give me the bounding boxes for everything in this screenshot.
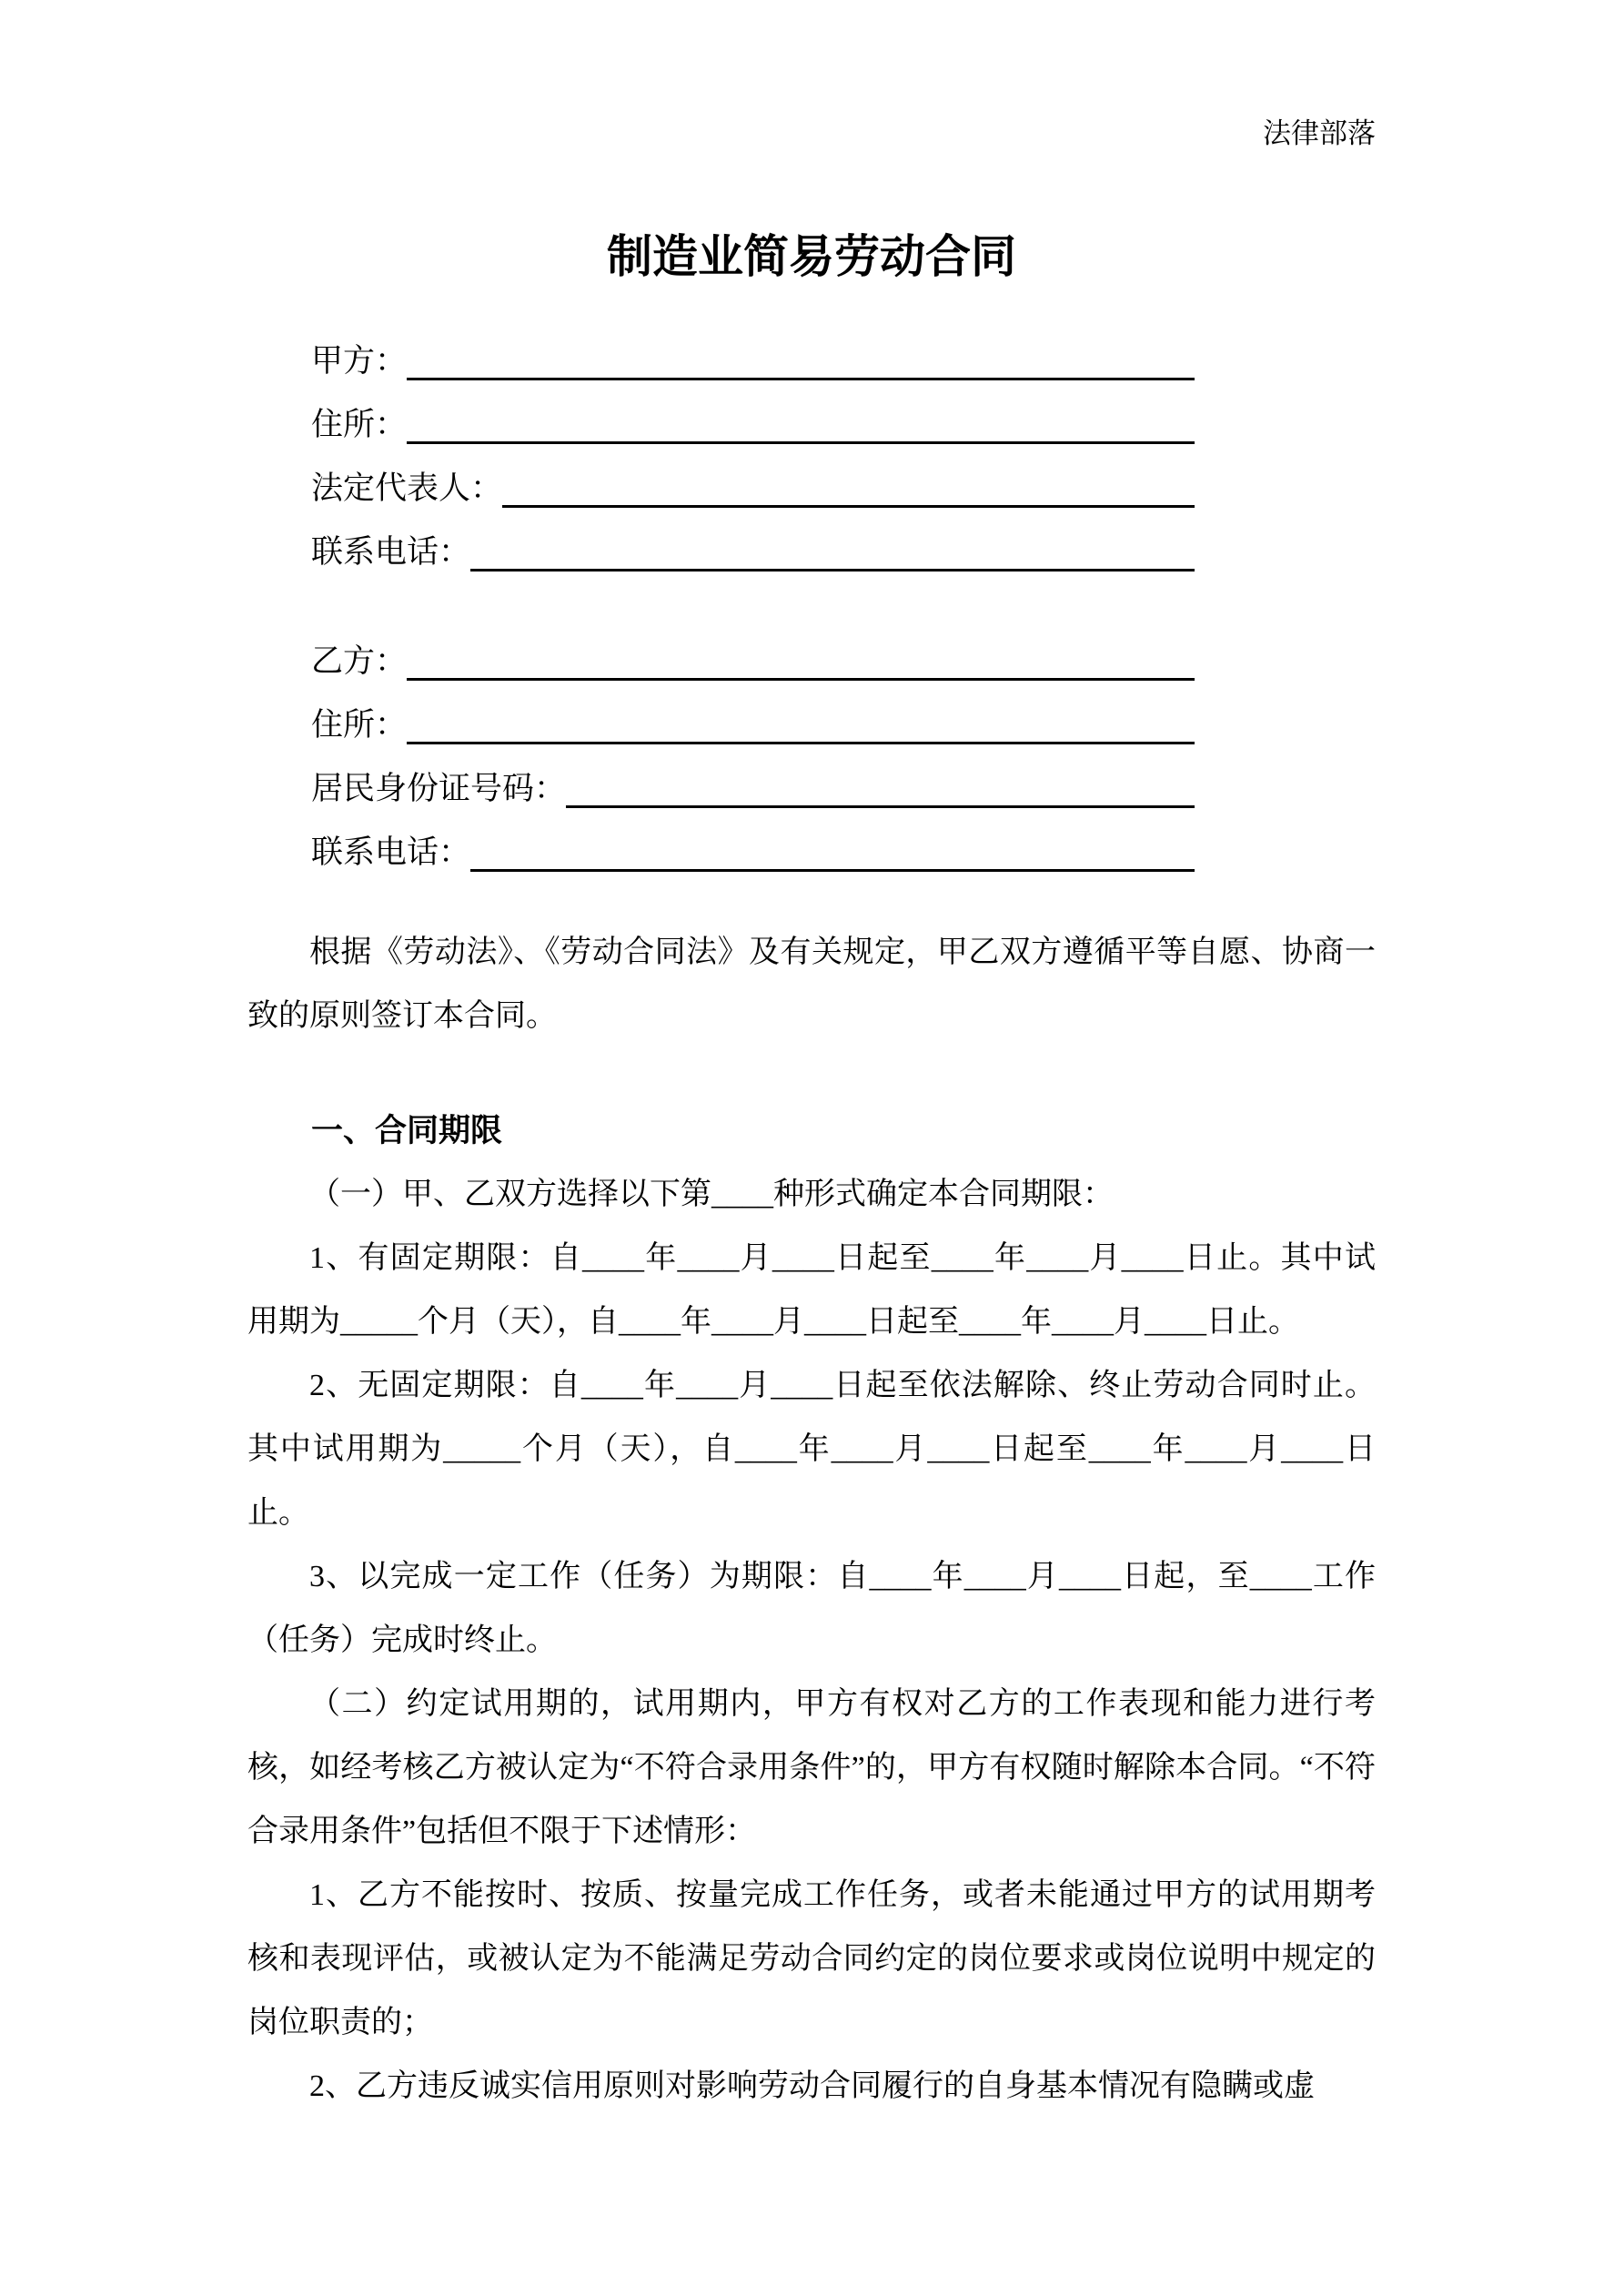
field-label: 联系电话： bbox=[311, 834, 471, 870]
fill-in-blank-line bbox=[566, 805, 1195, 821]
field-label: 居民身份证号码： bbox=[311, 771, 567, 806]
document-title: 制造业简易劳动合同 bbox=[607, 231, 1016, 282]
fill-in-blank-line bbox=[502, 505, 1195, 521]
field-label: 联系电话： bbox=[311, 534, 471, 570]
field-row-party-b-name bbox=[247, 630, 1195, 693]
brand-text: 法律部落 bbox=[1263, 117, 1376, 149]
contract-paragraph-task-term: 3、以完成一定工作（任务）为期限：自____年____月____日起，至____工作（任务）完成时终止。 bbox=[247, 1560, 1376, 1657]
contract-paragraph-condition-2: 2、乙方违反诚实信用原则对影响劳动合同履行的自身基本情况有隐瞒或虚 bbox=[309, 2069, 1315, 2103]
fill-in-blank-line bbox=[407, 678, 1195, 693]
field-row-party-a-name bbox=[247, 329, 1195, 393]
preamble-paragraph: 根据《劳动法》、《劳动合同法》及有关规定，甲乙双方遵循平等自愿、协商一致的原则签订本合同。 bbox=[247, 936, 1376, 1033]
field-label: 乙方： bbox=[311, 643, 408, 679]
contract-paragraph-open-term: 2、无固定期限：自____年____月____日起至依法解除、终止劳动合同时止。其中试用期为_____个月（天），自____年____月____日起至____年____月____日止。 bbox=[247, 1369, 1376, 1530]
fill-in-blank-line bbox=[407, 378, 1195, 393]
field-row-party-b-id-number bbox=[247, 757, 1195, 821]
fill-in-blank-line bbox=[470, 869, 1195, 885]
party-b-fields bbox=[247, 630, 1376, 885]
party-a-fields bbox=[247, 329, 1376, 584]
field-row-party-b-phone bbox=[247, 821, 1195, 885]
field-row-party-a-phone bbox=[247, 521, 1195, 584]
contract-paragraph-fixed-term: 1、有固定期限：自____年____月____日起至____年____月____日止。其中试用期为_____个月（天），自____年____月____日起至____年____月____日止。 bbox=[247, 1241, 1376, 1339]
contract-paragraph-term-choice: （一）甲、乙双方选择以下第____种形式确定本合同期限： bbox=[309, 1178, 1114, 1211]
fill-in-blank-line bbox=[407, 742, 1195, 757]
contract-paragraph-probation: （二）约定试用期的，试用期内，甲方有权对乙方的工作表现和能力进行考核，如经考核乙方被认定为“不符合录用条件”的，甲方有权随时解除本合同。“不符合录用条件”包括但不限于下述情形： bbox=[247, 1687, 1376, 1848]
field-row-party-a-address bbox=[247, 393, 1195, 457]
section-1-heading: 一、合同期限 bbox=[311, 1113, 503, 1148]
field-row-party-a-legal-representative bbox=[247, 457, 1195, 521]
contract-paragraph-condition-1: 1、乙方不能按时、按质、按量完成工作任务，或者未能通过甲方的试用期考核和表现评估，或被认定为不能满足劳动合同约定的岗位要求或岗位说明中规定的岗位职责的； bbox=[247, 1878, 1376, 2039]
field-label: 住所： bbox=[311, 707, 408, 743]
field-label: 住所： bbox=[311, 407, 408, 442]
fill-in-blank-line bbox=[470, 569, 1195, 584]
field-row-party-b-address bbox=[247, 693, 1195, 757]
field-label: 甲方： bbox=[311, 343, 408, 379]
field-label: 法定代表人： bbox=[311, 470, 503, 506]
fill-in-blank-line bbox=[407, 441, 1195, 457]
